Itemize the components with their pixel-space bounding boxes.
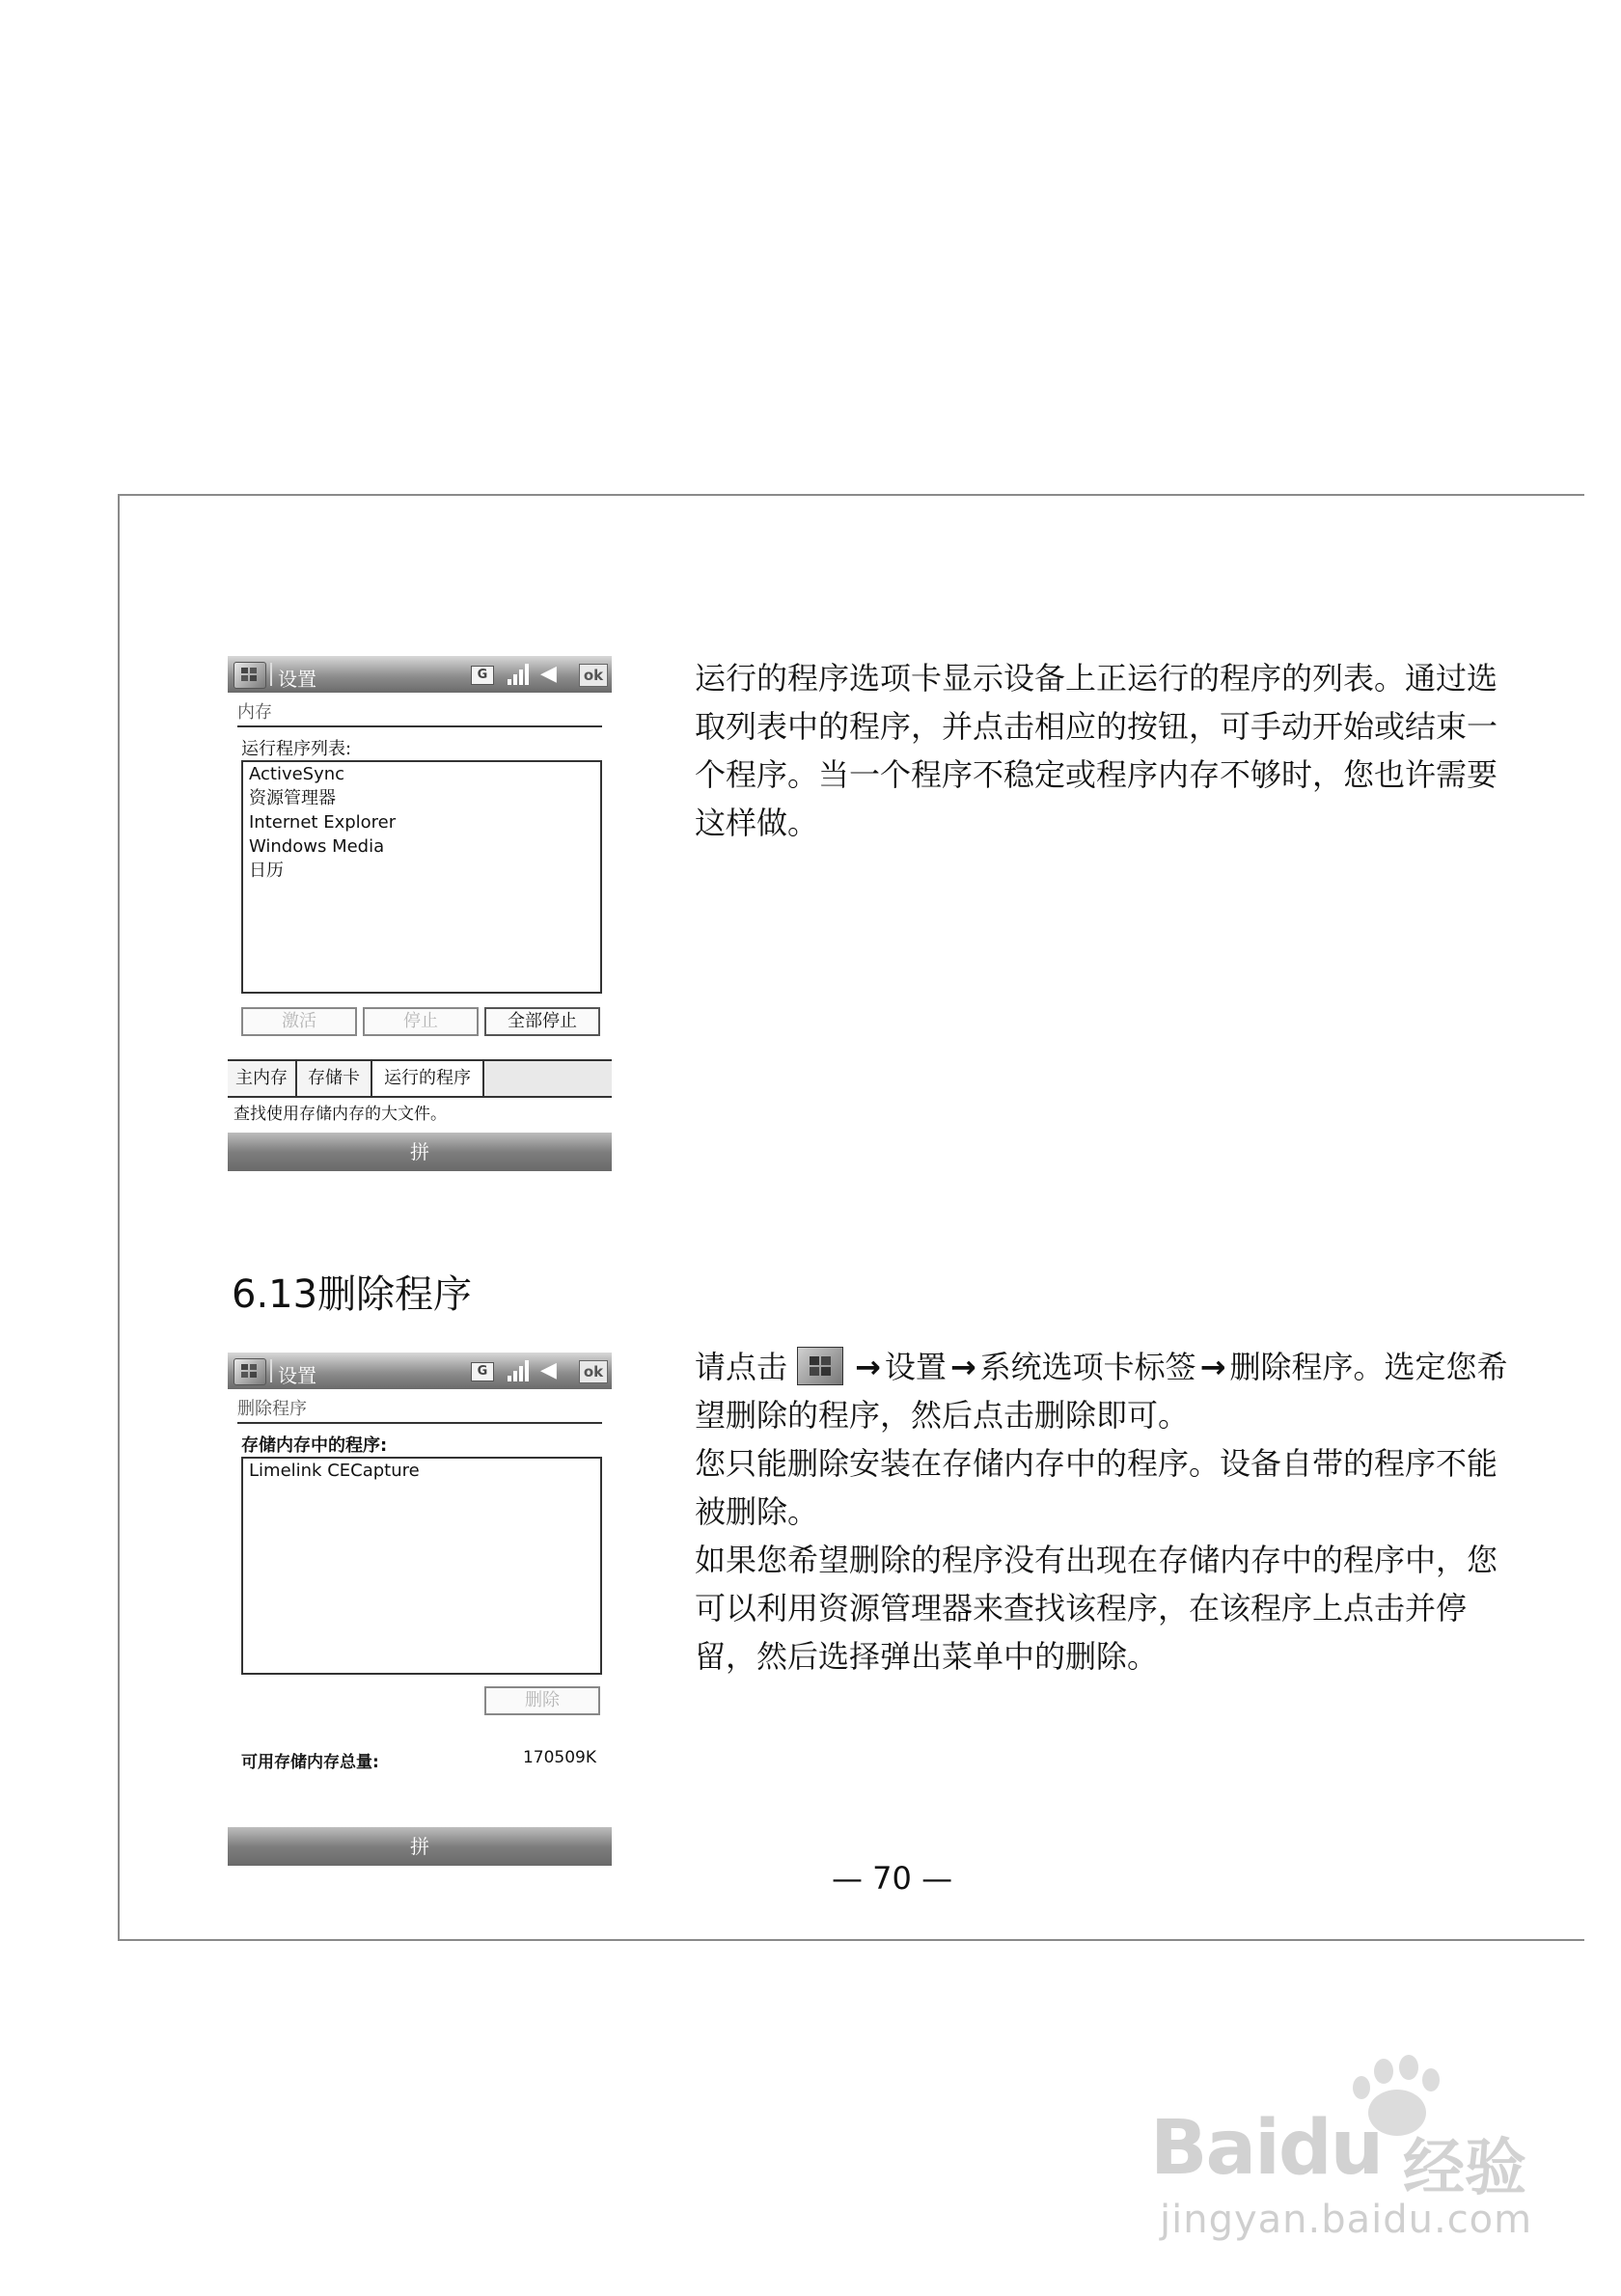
tab-bar [228, 1059, 612, 1098]
tab-storage-card[interactable]: 存储卡 [297, 1061, 372, 1096]
running-programs-description [695, 654, 1510, 847]
title-text: 设置 [278, 1364, 316, 1387]
gprs-icon: G [471, 1362, 494, 1381]
running-programs-screenshot [228, 656, 612, 1171]
stored-programs-list[interactable] [241, 1457, 602, 1675]
tab-running-programs[interactable]: 运行的程序 [372, 1061, 484, 1096]
list-label: 存储内存中的程序: [241, 1435, 388, 1456]
list-item[interactable]: Windows Media [249, 836, 385, 857]
remove-programs-description [695, 1343, 1510, 1681]
step-system-tab: 系统选项卡标签 [979, 1349, 1196, 1385]
title-bar [228, 656, 612, 693]
subtitle-divider [237, 1422, 602, 1424]
title-separator [270, 1359, 272, 1382]
title-text: 设置 [278, 668, 316, 691]
steps-paragraph [695, 1343, 1510, 1439]
remove-programs-screenshot [228, 1353, 612, 1866]
arrow-icon: → [1199, 1349, 1226, 1385]
page-number: — 70 — [832, 1860, 953, 1897]
page-frame-left [118, 494, 120, 1939]
baidu-watermark [1150, 2051, 1575, 2263]
running-programs-list[interactable] [241, 760, 602, 994]
watermark-url: jingyan.baidu.com [1160, 2198, 1533, 2242]
steps-prefix: 请点击 [695, 1349, 788, 1385]
windows-start-icon [797, 1347, 843, 1385]
windows-start-icon[interactable] [234, 1358, 266, 1385]
stop-all-button[interactable]: 全部停止 [484, 1007, 600, 1036]
page-frame-top [118, 494, 1584, 496]
list-item[interactable]: 日历 [249, 861, 284, 881]
section-heading: 6.13删除程序 [232, 1272, 473, 1317]
volume-icon[interactable]: ◀ [540, 662, 557, 686]
arrow-icon: → [855, 1349, 881, 1385]
subtitle-divider [237, 725, 602, 727]
steps-tail: 。选定您希望删除的程序，然后点击删除即可。 [695, 1349, 1508, 1434]
paragraph: 您只能删除安装在存储内存中的程序。设备自带的程序不能被删除。 [695, 1445, 1498, 1530]
paragraph: 如果您希望删除的程序没有出现在存储内存中的程序中，您可以利用资源管理器来查找该程序，在该程序上点击并停留，然后选择弹出菜单中的删除。 [695, 1542, 1498, 1675]
hint-link[interactable]: 查找使用存储内存的大文件。 [234, 1105, 447, 1124]
step-remove-programs: 删除程序 [1229, 1349, 1354, 1385]
windows-start-icon[interactable] [234, 662, 266, 689]
softkey-bar[interactable] [228, 1827, 612, 1866]
arrow-icon: → [949, 1349, 976, 1385]
watermark-brand: Baidu [1150, 2105, 1383, 2192]
tab-main-memory[interactable]: 主内存 [228, 1061, 297, 1096]
activate-button[interactable]: 激活 [241, 1007, 357, 1036]
stop-button[interactable]: 停止 [363, 1007, 479, 1036]
free-storage-value: 170509K [522, 1748, 596, 1767]
list-item[interactable]: Limelink CECapture [249, 1461, 420, 1481]
signal-icon[interactable] [508, 664, 531, 685]
screen-subtitle: 删除程序 [237, 1399, 307, 1419]
title-separator [270, 663, 272, 686]
ok-button[interactable]: ok [579, 1360, 608, 1383]
delete-button[interactable]: 删除 [484, 1686, 600, 1715]
list-item[interactable]: Internet Explorer [249, 812, 397, 833]
page-frame-bottom [118, 1939, 1584, 1941]
title-bar [228, 1353, 612, 1389]
list-label: 运行程序列表: [241, 739, 352, 759]
list-item[interactable]: ActiveSync [249, 764, 345, 784]
softkey-bar[interactable] [228, 1133, 612, 1171]
input-method-icon[interactable]: 拼 [410, 1140, 429, 1163]
screen-subtitle: 内存 [237, 702, 272, 723]
ok-button[interactable]: ok [579, 664, 608, 687]
list-item[interactable]: 资源管理器 [249, 788, 336, 808]
input-method-icon[interactable]: 拼 [410, 1835, 429, 1858]
signal-icon[interactable] [508, 1360, 531, 1381]
free-storage-label: 可用存储内存总量: [241, 1753, 379, 1772]
volume-icon[interactable]: ◀ [540, 1358, 557, 1382]
step-settings: 设置 [884, 1349, 947, 1385]
paragraph: 运行的程序选项卡显示设备上正运行的程序的列表。通过选取列表中的程序，并点击相应的按钮，可手动开始或结束一个程序。当一个程序不稳定或程序内存不够时，您也许需要这样做。 [695, 660, 1498, 841]
gprs-icon: G [471, 666, 494, 685]
watermark-brand-cn: 经验 [1403, 2133, 1526, 2204]
